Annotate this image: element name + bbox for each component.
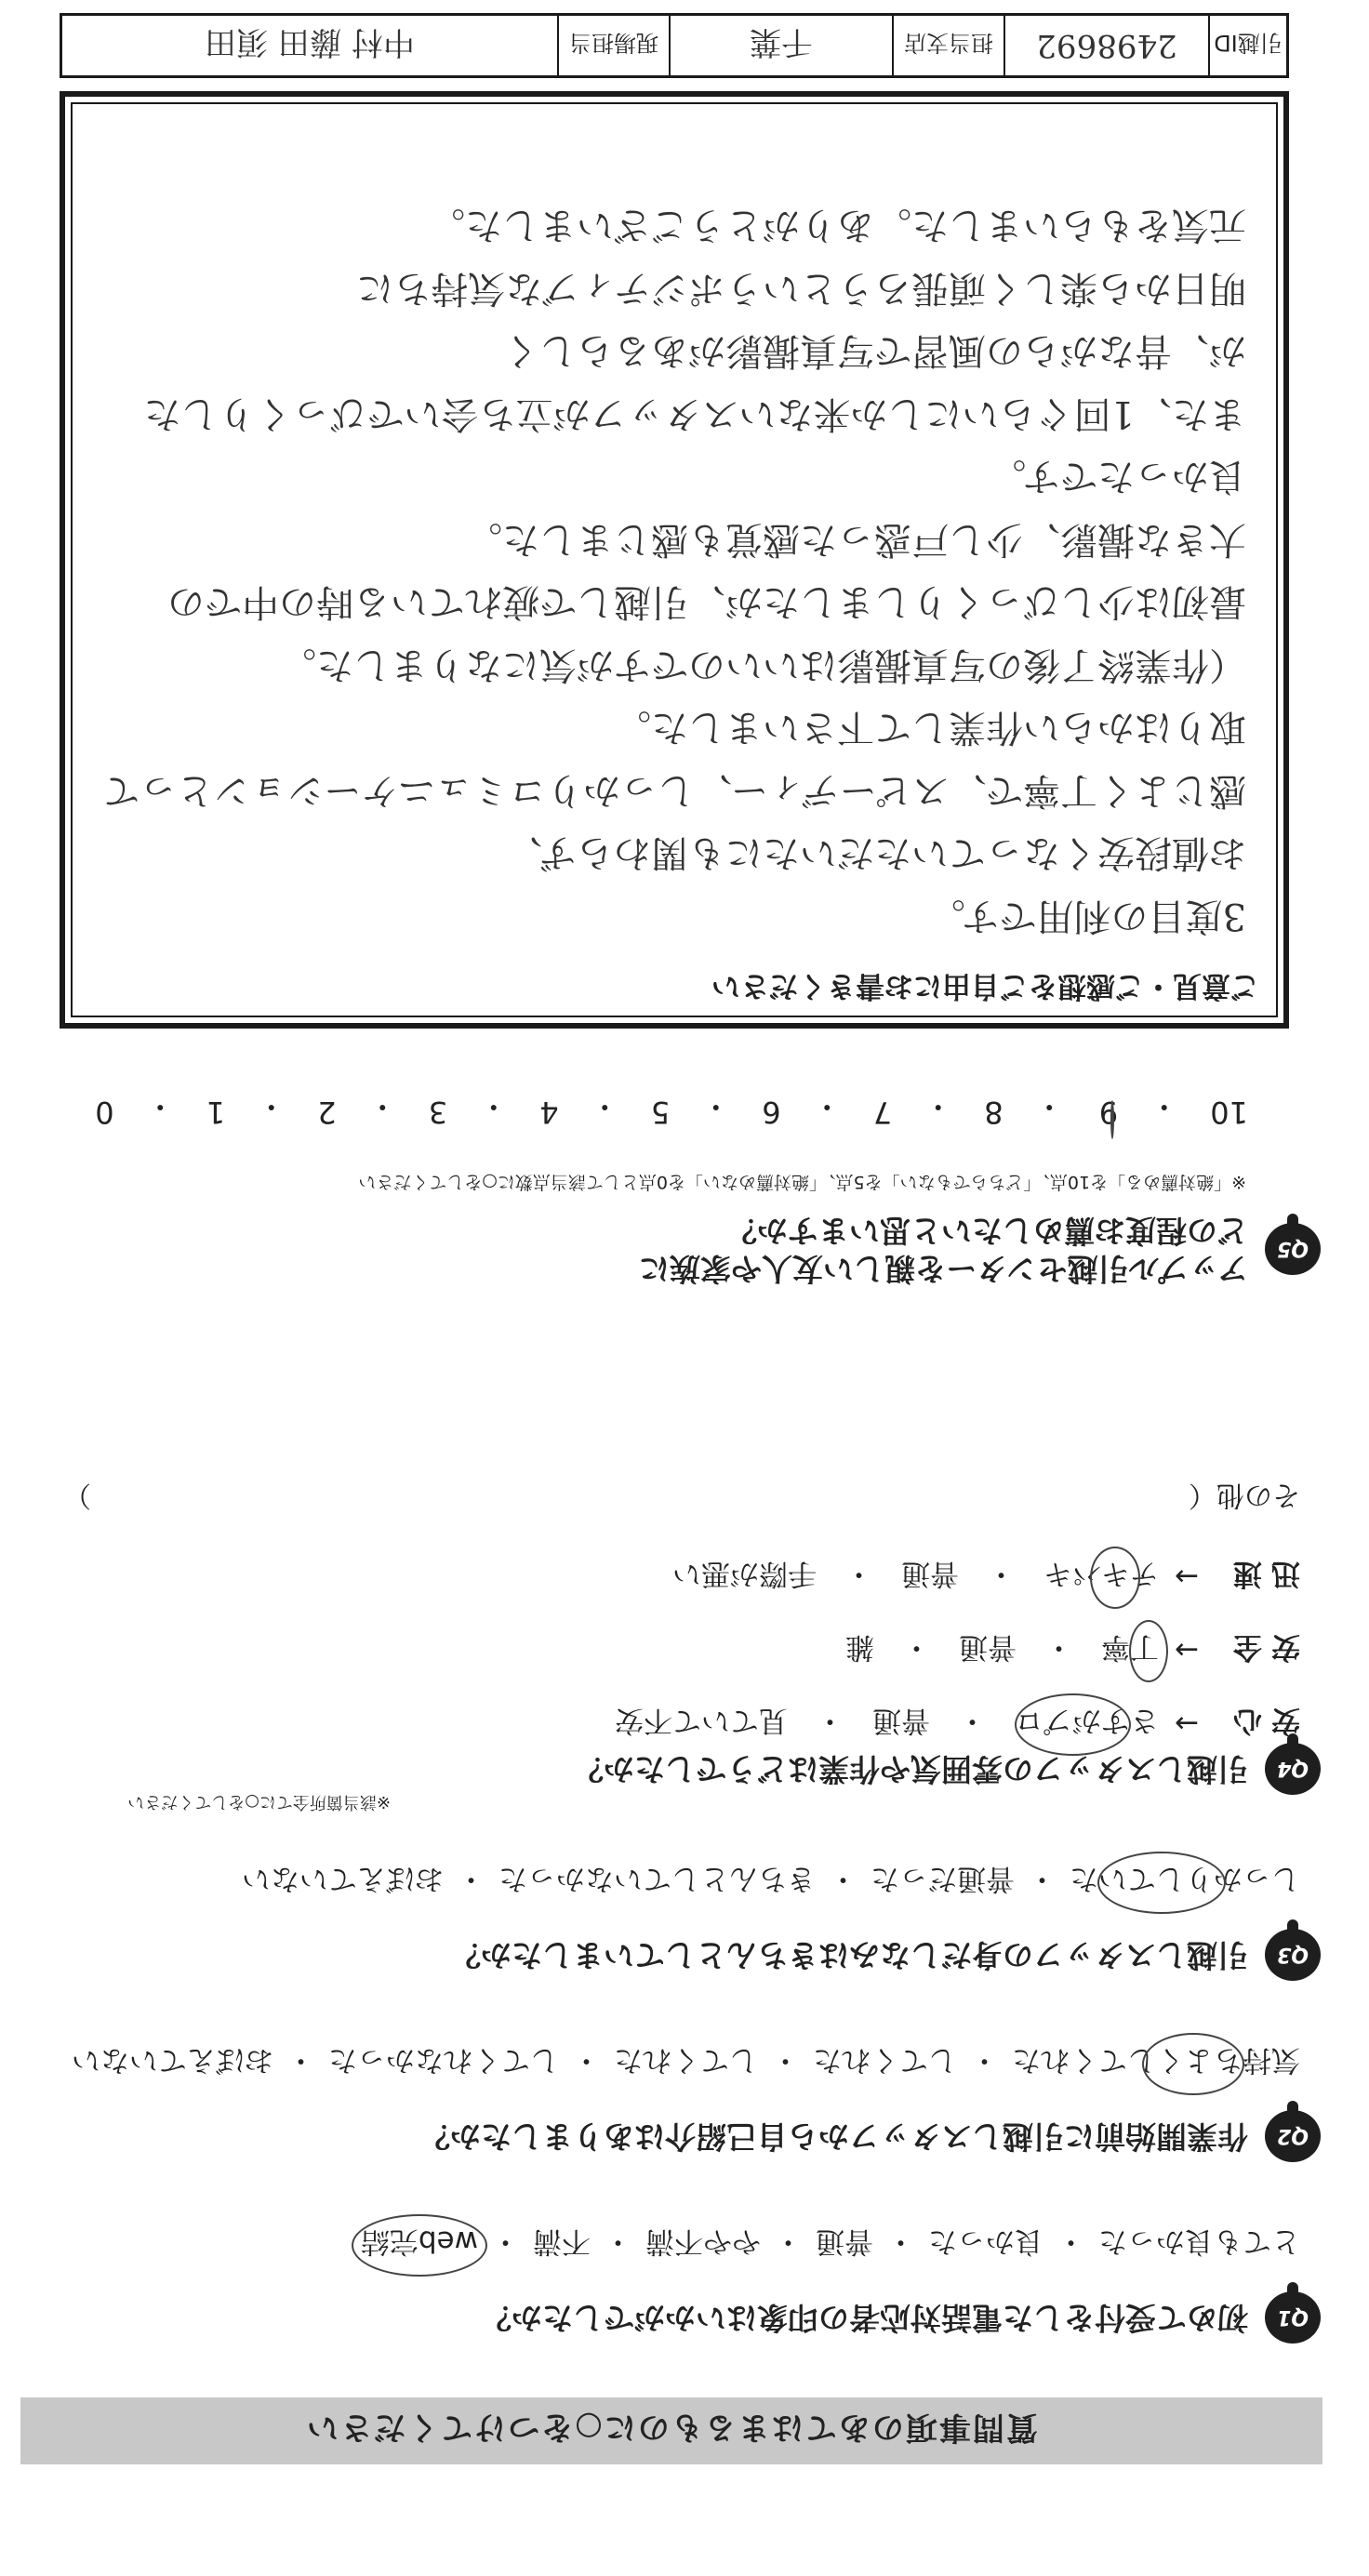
- q2-options: 気持ちよくしてくれた ・ してくれた ・ してくれた ・ してくれなかった ・ おぼえていない: [56, 2042, 1300, 2084]
- q3-option-2[interactable]: 普通だった: [871, 1862, 1015, 1895]
- comments-box[interactable]: [60, 91, 1289, 1029]
- q4-anzen-option-3[interactable]: 雑: [845, 1630, 874, 1664]
- staff-info-table: [60, 13, 1289, 78]
- q1-options: とても良かった ・ 良かった ・ 普通 ・ やや不満 ・ 不満 ・ web完結: [56, 2224, 1300, 2265]
- comment-line: が、昔ながらの風習で写真撮影があるらしく: [502, 329, 1246, 373]
- arrow-right-icon: →: [1175, 1560, 1199, 1594]
- q1-option-2[interactable]: 良かった: [928, 2224, 1043, 2258]
- q2-option-1-selected[interactable]: 気持ちよくしてくれた: [1012, 2042, 1300, 2084]
- score-10[interactable]: 10: [1210, 1095, 1248, 1130]
- q4-jinsoku-option-3[interactable]: 手際が悪い: [672, 1557, 817, 1590]
- q4-anzen-option-2[interactable]: 普通: [959, 1630, 1017, 1664]
- score-5[interactable]: 5: [650, 1095, 671, 1130]
- q3-text: 引越しスタッフの身だしなみはきちんとしていましたか？: [450, 1936, 1248, 1973]
- comment-line: 明日から楽しく頑張ろうというポジティブな気持ちに: [356, 267, 1246, 310]
- score-3[interactable]: 3: [428, 1095, 448, 1130]
- score-6[interactable]: 6: [762, 1095, 781, 1130]
- q5-text-line2: どの程度お薦めしたいと思いますか？: [726, 1212, 1248, 1249]
- q3-option-4[interactable]: おぼえていない: [242, 1862, 444, 1895]
- score-4[interactable]: 4: [539, 1095, 559, 1130]
- comment-line: 感じよく丁寧で、スピーディー、しっかりコミュニケーションとって: [102, 769, 1246, 812]
- q4-row-anshin: 安心 → さすがプロ ・ 普通 ・ 見ていて不安: [56, 1703, 1300, 1745]
- comment-line: （作業終了後の写真撮影はいいのですが気になりました。: [279, 644, 1246, 686]
- q3-options: しっかりしていた ・ 普通だった ・ きちんとしていなかった ・ おぼえていない: [56, 1861, 1300, 1903]
- question-2: [56, 2042, 1321, 2162]
- score-8[interactable]: 8: [984, 1095, 1003, 1130]
- score-1[interactable]: 1: [206, 1095, 226, 1130]
- comments-title: ご意見・ご感想をご自由にお書きください: [711, 969, 1259, 1003]
- q4-anshin-option-3[interactable]: 見ていて不安: [615, 1704, 788, 1737]
- q2-option-5[interactable]: おぼえていない: [72, 2043, 273, 2077]
- score-2[interactable]: 2: [317, 1095, 337, 1130]
- branch-value: 千葉: [669, 16, 892, 75]
- staff-value: 中村 藤田 須田: [205, 23, 415, 61]
- q1-text: 初めて受付をした電話対応者の印象はいかがでしたか？: [481, 2299, 1248, 2336]
- q4-anzen-option-1-selected[interactable]: 丁寧: [1101, 1629, 1159, 1671]
- q5-badge-icon: Q5: [1265, 1223, 1321, 1275]
- handwritten-comments: [102, 193, 1246, 947]
- q5-text-line1: アップル引越センターを親しい友人や家族に: [638, 1251, 1248, 1287]
- score-9-selected[interactable]: 9: [1096, 1087, 1118, 1130]
- question-4: [56, 1478, 1321, 1812]
- score-7[interactable]: 7: [872, 1095, 893, 1130]
- q4-jinsoku-option-2[interactable]: 普通: [901, 1557, 959, 1590]
- q4-anshin-option-2[interactable]: 普通: [872, 1704, 930, 1737]
- q2-option-4[interactable]: してくれなかった: [328, 2043, 559, 2077]
- q4-row-label: 安全: [1224, 1630, 1300, 1664]
- q1-option-4[interactable]: やや不満: [645, 2224, 761, 2258]
- q5-score-scale: 10 ・ 9 ・ 8 ・ 7 ・ 6 ・ 5 ・ 4 ・ 3 ・ 2 ・ 1 ・ 0: [95, 1087, 1248, 1130]
- q1-option-5[interactable]: 不満: [533, 2224, 591, 2258]
- q4-jinsoku-option-1-selected[interactable]: テキパキ: [1043, 1556, 1159, 1598]
- comment-line: お値段安くなっていただいたにも関わらず、: [505, 831, 1246, 875]
- q4-row-anzen: 安全 → 丁寧 ・ 普通 ・ 雑: [56, 1629, 1300, 1671]
- q2-option-2[interactable]: してくれた: [813, 2043, 957, 2077]
- selection-circle-icon: [352, 2214, 487, 2277]
- question-1: [56, 2224, 1321, 2344]
- selection-circle-icon: [1097, 1852, 1226, 1914]
- q3-badge-icon: Q3: [1265, 1929, 1321, 1981]
- q1-option-3[interactable]: 普通: [816, 2224, 873, 2258]
- comment-line: 元気をもらいました。ありがとうございました。: [428, 204, 1246, 247]
- question-3: [56, 1861, 1321, 1981]
- selection-circle-icon: [1129, 1620, 1168, 1682]
- comment-line: 最初は少しびっくりしましたが、引越しで疲れている時の中での: [167, 580, 1246, 624]
- q4-badge-icon: Q4: [1265, 1743, 1321, 1795]
- q4-row-jinsoku: 迅速 → テキパキ ・ 普通 ・ 手際が悪い: [56, 1556, 1300, 1598]
- selection-circle-icon: [1090, 1547, 1140, 1609]
- question-5: [56, 1172, 1321, 1289]
- q4-row-label: 安心: [1224, 1704, 1300, 1737]
- comment-line: 大きな撮影、少し戸惑った感覚も感じました。: [465, 518, 1246, 561]
- q3-option-1-selected[interactable]: しっかりしていた: [1070, 1861, 1300, 1903]
- move-id-value: 2498692: [1003, 16, 1208, 75]
- q4-note: ※該当箇所全てに○をしてください: [127, 1792, 391, 1812]
- q1-option-6-selected[interactable]: web完結: [361, 2224, 478, 2265]
- selection-circle-icon: [1015, 1693, 1131, 1756]
- q4-text: 引越しスタッフの雰囲気や作業はどうでしたか？: [573, 1750, 1248, 1787]
- score-0[interactable]: 0: [95, 1095, 114, 1130]
- branch-label: 担当支店: [892, 16, 1003, 75]
- selection-circle-icon: [1142, 2033, 1244, 2095]
- q3-option-3[interactable]: きちんとしていなかった: [498, 1862, 816, 1895]
- comment-line: 3度目の利用です。: [927, 895, 1246, 937]
- q1-option-1[interactable]: とても良かった: [1098, 2224, 1300, 2258]
- arrow-right-icon: →: [1175, 1633, 1199, 1667]
- staff-label: 現場担当: [557, 16, 669, 75]
- q2-badge-icon: Q2: [1265, 2110, 1321, 2162]
- instructions-banner: 質問事項のあてはまるものに○をつけてください: [20, 2397, 1322, 2464]
- selection-circle-icon: [1110, 1100, 1114, 1139]
- comment-line: 良かったです。: [989, 455, 1246, 498]
- q1-badge-icon: Q1: [1265, 2291, 1321, 2344]
- arrow-right-icon: →: [1175, 1706, 1199, 1741]
- q2-option-3[interactable]: してくれた: [614, 2043, 758, 2077]
- q5-note: ※「絶対薦める」を10点、「どちらでもない」を5点、「絶対薦めない」を0点として該当点数に○をしてください: [358, 1172, 1246, 1193]
- q4-other-close: ）: [63, 1479, 91, 1511]
- q4-anshin-option-1-selected[interactable]: さすがプロ: [1015, 1703, 1159, 1745]
- comment-line: 取りはからい作業して下さいました。: [614, 706, 1246, 750]
- q2-text: 作業開始前に引越しスタッフから自己紹介はありましたか？: [419, 2118, 1248, 2155]
- q4-other-row: [63, 1478, 1300, 1519]
- q4-other-label: その他（: [1189, 1479, 1300, 1511]
- move-id-label: 引越ID: [1208, 16, 1286, 75]
- comment-line: また、1回ぐらいにしか来ないスタッフが立ち会いでびっくりした: [143, 392, 1246, 435]
- q4-row-label: 迅速: [1224, 1557, 1300, 1590]
